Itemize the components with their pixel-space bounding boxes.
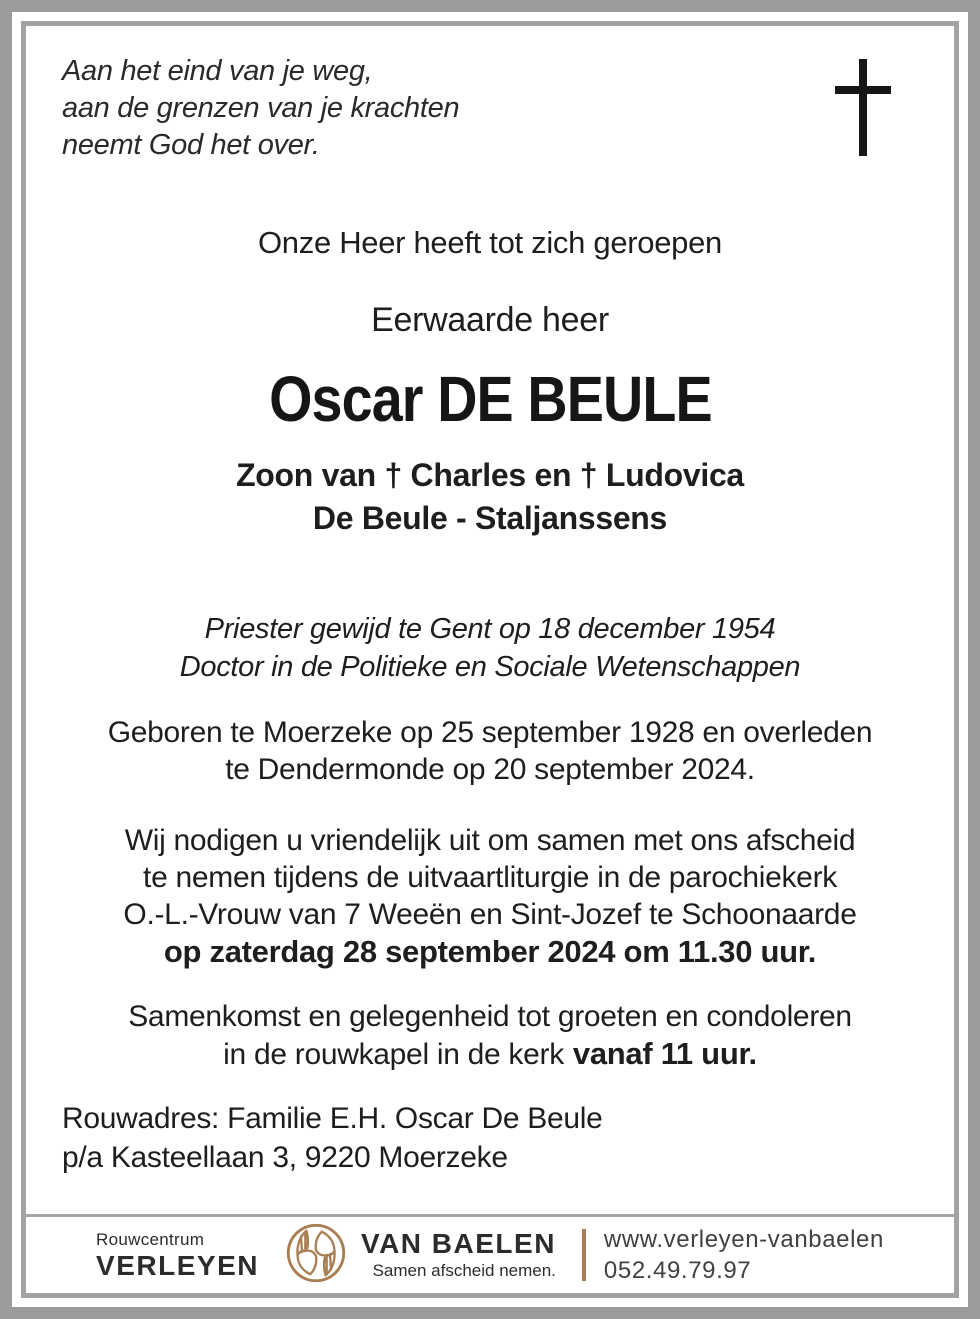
contact-block (604, 1224, 884, 1286)
intro-line: Onze Heer heeft tot zich geroepen (257, 225, 722, 260)
hands-circle-icon (285, 1222, 347, 1289)
website: www.verleyen-vanbaelen (603, 1226, 884, 1253)
invitation (26, 822, 954, 970)
gathering-time: vanaf 11 uur. (572, 1036, 757, 1071)
opening-quote (62, 53, 459, 164)
titles-line: Priester gewijd te Gent op 18 december 1954 (204, 613, 776, 645)
lineage-line: De Beule - Staljanssens (312, 500, 668, 536)
mourning-address-line: Rouwadres: Familie E.H. Oscar De Beule (62, 1102, 603, 1135)
cross-icon (834, 59, 892, 162)
brand-verleyen-block (96, 1230, 259, 1281)
mourning-address-line: p/a Kasteellaan 3, 9220 Moerzeke (62, 1141, 508, 1174)
phone-number: 052.49.79.97 (603, 1257, 752, 1284)
quote-line: neemt God het over. (62, 129, 320, 161)
header-row (26, 53, 954, 164)
invitation-line: te nemen tijdens de uitvaartliturgie in de parochiekerk (143, 861, 837, 894)
invitation-line: O.-L.-Vrouw van 7 Weeën en Sint-Jozef te Schoonaarde (123, 898, 857, 931)
gathering-line (26, 1035, 954, 1073)
memorial-card (12, 12, 968, 1307)
mourning-address (26, 1099, 954, 1177)
ceremony-datetime: op zaterdag 28 september 2024 om 11.30 uur. (163, 934, 817, 969)
life-dates-line: Geboren te Moerzeke op 25 september 1928 en overleden (107, 716, 873, 749)
brand-tagline: Samen afscheid nemen. (372, 1261, 556, 1280)
invitation-line: Wij nodigen u vriendelijk uit om samen met ons afscheid (124, 824, 856, 857)
category-label: Rouwcentrum (96, 1229, 205, 1249)
titles (26, 610, 954, 686)
brand-name-vanbaelen: VAN BAELEN (360, 1228, 556, 1259)
brand-name-verleyen: VERLEYEN (96, 1249, 259, 1281)
lineage (26, 454, 954, 540)
gathering (26, 998, 954, 1073)
quote-line: aan de grenzen van je krachten (62, 92, 460, 124)
lineage-line: Zoon van † Charles en † Ludovica (236, 457, 744, 493)
gathering-line: Samenkomst en gelegenheid tot groeten en condoleren (128, 1000, 852, 1033)
deceased-name: Oscar DE BEULE (268, 363, 712, 435)
life-dates (26, 714, 954, 788)
spacer (26, 1177, 954, 1214)
memorial-card-inner (21, 21, 959, 1298)
honorific: Eerwaarde heer (371, 301, 609, 339)
brand-vanbaelen-block (361, 1229, 556, 1281)
gathering-line-prefix: in de rouwkapel in de kerk (223, 1038, 564, 1071)
life-dates-line: te Dendermonde op 20 september 2024. (225, 753, 755, 786)
titles-line: Doctor in de Politieke en Sociale Wetenschappen (179, 651, 801, 683)
funeral-home-footer (26, 1217, 954, 1293)
deceased-name-wrap (26, 362, 954, 436)
quote-line: Aan het eind van je weg, (62, 55, 373, 87)
footer-vertical-divider (582, 1229, 586, 1281)
